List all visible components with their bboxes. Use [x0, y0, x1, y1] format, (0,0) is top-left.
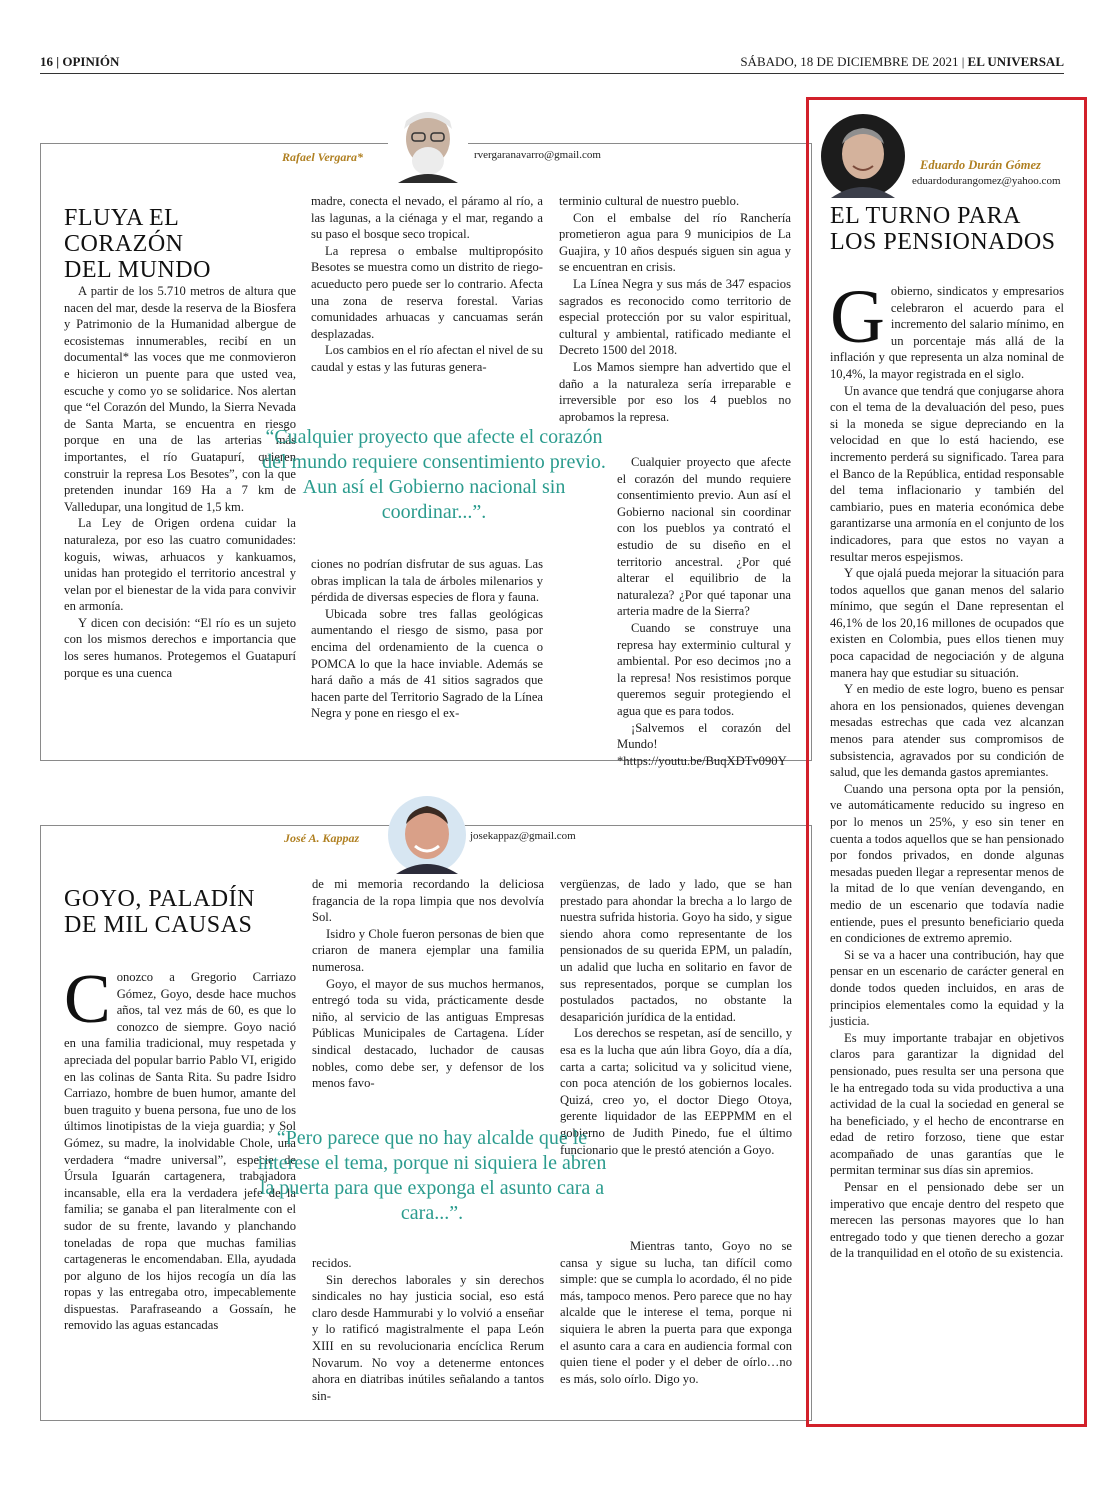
paragraph: obierno, sindicatos y empresarios celebraron el acuerdo para el incremento del salario mínimo, en un porcentaje más allá de la inflación y que representa un alza nominal de 10,4%, la mayor registrada en el siglo.: [830, 284, 1064, 381]
paragraph: Los Mamos siempre han advertido que el daño a la naturaleza sería irreparable e irreversible por eso los 4 pueblos no aprobamos la represa.: [559, 359, 791, 424]
paragraph: Y que ojalá pueda mejorar la situación para todos aquellos que ganan menos del salario mínimo, que según el Dane representan el 46,1% de los 20,16 millones de ocupados que existen en Colombia, pues ellos tienen muy poca capacidad de negociación y de alguna manera hay que estudiar su situación.: [830, 566, 1064, 680]
headline-line: GOYO, PALADÍN: [64, 886, 255, 912]
paragraph: Mientras tanto, Goyo no se cansa y sigue su lucha, tan difícil como simple: que se cumpla lo acordado, él no pide más, tampoco menos. Pero parece que no hay alcalde que le interese el tema, porque ni siquiera le abren la puerta para que exponga el asunto cara a cara en audiencia formal con quien tiene el poder y el deber de oírlo…no es más, solo oírlo. Digo yo.: [560, 1239, 792, 1386]
paragraph: ciones no podrían disfrutar de sus aguas. Las obras implican la tala de árboles milenarios y pérdida de diversas especies de flora y fauna.: [311, 557, 543, 605]
paragraph: Cuando se construye una represa hay exterminio cultural y ambiental. Por eso decimos ¡no a la represa! Nos resistimos porque queremos seguir protegiendo el agua que es para todos.: [617, 620, 791, 718]
headline-line: FLUYA EL CORAZÓN: [64, 205, 184, 257]
article2-column-2-top: [312, 876, 544, 1091]
paragraph: recidos.: [312, 1256, 352, 1270]
headline-line: DEL MUNDO: [64, 257, 211, 283]
author-portrait-icon: [821, 114, 905, 198]
author-photo: [388, 796, 466, 874]
article2-column-3-bottom: [560, 1238, 792, 1408]
author-portrait-icon: [388, 796, 466, 874]
paragraph: Cualquier proyecto que afecte el corazón del mundo requiere consentimiento previo. Aun así el Gobierno nacional sin coordinar con los pueblos ya contrató el estudio de su diseño en el territorio ancestral. ¿Por qué alterar el equilibrio de la naturaleza? ¿Por qué taponar una arteria madre de la Sierra?: [617, 455, 791, 619]
headline-line: LOS PENSIONADOS: [830, 229, 1056, 255]
headline-line: DE MIL CAUSAS: [64, 912, 253, 938]
author-name: Rafael Vergara*: [282, 150, 363, 164]
article2-column-2-bottom: [312, 1255, 544, 1405]
author-email[interactable]: josekappaz@gmail.com: [470, 830, 576, 842]
author-portrait-icon: [388, 103, 468, 183]
paragraph: La Ley de Origen ordena cuidar la naturaleza, por eso las cuatro comunidades: koguis, wiwas, arhuacos y kankuamos, unidas han protegido el territorio ancestral y velan por el bienestar de la vida para convivir en armonía.: [64, 516, 296, 614]
paragraph: Con el embalse del río Ranchería prometieron agua para 9 municipios de La Guajira, y 10 años después siguen sin agua y se encuentran en crisis.: [559, 210, 791, 275]
article3-body: [830, 275, 1064, 1423]
paragraph: ¡Salvemos el corazón del Mundo! *https://youtu.be/BuqXDTv090Y: [617, 720, 791, 768]
paragraph: Es muy importante trabajar en objetivos claros para garantizar la dignidad del pensionado, pues resulta ser una persona que le ha entregado toda su vida productiva a una actividad de la cual la sociedad en general se ha beneficiado, y el hecho de encontrarse en edad de retiro forzoso, tiene que estar acompañado de unas garantías que le permitan terminar sus días sin apremios.: [830, 1030, 1064, 1178]
paragraph: A partir de los 5.710 metros de altura que nacen del mar, desde la reserva de la Biosfera y Patrimonio de la Humanidad albergue de ecosistemas innumerables, recibí en un documental* las voces que me conmovieron e hicieron un puente para que usted vea, escuche y como yo se solidarice. Nos alertan que “el Corazón del Mundo, la Sierra Nevada de Santa Marta, se encuentra en riesgo porque en una de las arterias más importantes, el río Guatapurí, quieren construir la represa Los Besotes”, con la que pretenden inundar 169 Ha a 7 km de Valledupar, una longitud de 1,5 km.: [64, 284, 296, 514]
page-header: [40, 54, 1064, 74]
paragraph: Si se va a hacer una contribución, hay que pensar en un escenario de carácter general en donde todos queden incluidos, en aras de principios elementales como la equidad y la justicia.: [830, 947, 1064, 1029]
pullquote-vergara: “Cualquier proyecto que afecte el corazón del mundo requiere consentimiento previo. Aun así el Gobierno nacional sin coordinar...”.: [262, 426, 606, 523]
paragraph: de mi memoria recordando la deliciosa fragancia de la ropa limpia que nos devolvía Sol.: [312, 877, 544, 925]
author-photo: [388, 103, 468, 183]
page-section: 16 | OPINIÓN: [40, 54, 120, 69]
headline-pensionados: [830, 203, 1070, 255]
newspaper-name: EL UNIVERSAL: [967, 54, 1064, 69]
paragraph: Goyo, el mayor de sus muchos hermanos, entregó toda su vida, prácticamente desde niño, al servicio de las antiguas Empresas Públicas Municipales de Cartagena. Líder sindical destacado, luchador de causas nobles, como debe ser, y defensor de los menos favo-: [312, 976, 544, 1091]
article1-column-3-top: [559, 193, 791, 424]
date-text: SÁBADO, 18 DE DICIEMBRE DE 2021 |: [740, 54, 965, 69]
paragraph: Un avance que tendrá que conjugarse ahora con el tema de la devaluación del peso, pues si la moneda se sigue depreciando en la velocidad en que lo está haciendo, ese incremento perderá su significado. Tarea para el Banco de la República, entidad responsable del tema inflacionario y también del cambiario, pues en materia económica debe garantizarse una armonía en el conjunto de los indicadores, para que estos no vayan a resultar meros espejismos.: [830, 383, 1064, 564]
author-byline: [284, 831, 359, 846]
paragraph: Pensar en el pensionado debe ser un imperativo que encaje dentro del respeto que merecen las personas mayores que lo han entregado todo y que tienen derecho a gozar de la tranquilidad en el otoño de su existencia.: [830, 1180, 1064, 1261]
article1-column-2-top: [311, 193, 543, 423]
paragraph: Los cambios en el río afectan el nivel de su caudal y estas y las futuras genera-: [311, 343, 543, 374]
headline-fluya: [64, 205, 304, 283]
paragraph: Ubicada sobre tres fallas geológicas aumentando el riesgo de sismo, pasa por encima del ordenamiento de la cuenca o POMCA lo que la hace inviable. Además se hará daño a más de 41 sitios sagrados que hacen parte del Territorio Sagrado de la Línea Negra y pone en riesgo el ex-: [311, 606, 543, 721]
dropcap: G: [830, 275, 885, 359]
header-rule: [40, 73, 1064, 74]
paragraph: vergüenzas, de lado y lado, que se han prestado para ahondar la brecha a lo largo de nuestra sufrida historia. Goyo ha sido, y sigue siendo ahora como representante de los pensionados de su querida EPM, un paladín, un adalid que lucha en solitario en favor de sus representados, porque se cumplan los postulados pactados, no obstante la desaparición jurídica de la entidad.: [560, 877, 792, 1024]
paragraph: terminio cultural de nuestro pueblo.: [559, 194, 740, 208]
paragraph: Cuando una persona opta por la pensión, ve automáticamente reducido su ingreso en por lo menos un 25%, y eso sin tener en cuenta a todos aquellos que se han pensionado por fondos privados, en donde algunas mesadas pueden llegar a representar menos de la mitad de lo que venían devengando, en medio de un escenario que todavía nadie entiende, pues el presunto beneficiario queda en condiciones de extremo apremio.: [830, 781, 1064, 946]
author-name: José A. Kappaz: [284, 831, 360, 845]
issue-date: [740, 54, 1064, 70]
author-email[interactable]: eduardodurangomez@yahoo.com: [912, 175, 1061, 187]
author-email[interactable]: rvergaranavarro@gmail.com: [474, 149, 601, 161]
author-photo: [821, 114, 905, 198]
pullquote-kappaz: “Pero parece que no hay alcalde que le interese el tema, porque ni siquiera le abren la puerta para que exponga el asunto cara a cara...”.: [257, 1127, 607, 1224]
article1-column-2-bottom: [311, 556, 543, 746]
paragraph: La Línea Negra y sus más de 347 espacios sagrados es reconocido como territorio de especial protección por su valor espiritual, cultural y ambiental, ratificado mediante el Decreto 1500 del 2018.: [559, 276, 791, 358]
author-name: Eduardo Durán Gómez: [920, 158, 1041, 172]
author-byline: [920, 158, 1041, 173]
paragraph: Y dicen con decisión: “El río es un sujeto con los mismos derechos e importancia que los seres humanos. Protegemos el Guatapurí porque es una cuenca: [64, 615, 296, 680]
paragraph: onozco a Gregorio Carriazo Gómez, Goyo, desde hace muchos años, tal vez más de 60, es que lo conozco de siempre. Goyo nació en una familia tradicional, muy respetada y apreciada del popular barrio Pablo VI, erigido en las colinas de Santa Rita. Su padre Isidro Carriazo, hombre de buen humor, amante del buen traguito y buena persona, fue uno de los últimos linotipistas de la vieja guardia; y Sol Gómez, su madre, la inolvidable Chole, una verdadera “madre universal”, especie de Úrsula Iguarán cartagenera, trabajadora incansable, ella era la verdadera jefe de la familia; se ganaba el pan literalmente con el sudor de su frente, lavando y planchando toneladas de ropa que muchas familias cartageneras le encomendaban. Ella, ayudada por alguno de los hijos recogía un día las ropas y las entregaba otro, impecablemente dispuestas. Parafraseando a Gossaín, he removido las aguas estancadas: [64, 970, 296, 1333]
paragraph: Y en medio de este logro, bueno es pensar ahora en los pensionados, quienes devengan mesadas estrechas que cada vez alcanzan menos para atender sus compromisos de subsistencia, agravados por su condición de salud, que les demanda gastos apremiantes.: [830, 682, 1064, 780]
headline-line: EL TURNO PARA: [830, 203, 1021, 229]
paragraph: Isidro y Chole fueron personas de bien que criaron de manera ejemplar una familia numerosa.: [312, 926, 544, 974]
headline-goyo: [64, 886, 304, 938]
dropcap: C: [64, 961, 111, 1038]
author-byline: [282, 150, 363, 165]
paragraph: La represa o embalse multipropósito Besotes se muestra como un distrito de riego-acueducto pero puede ser lo contrario. Afecta una zona de reserva forestal. Varias comunidades arhuacas y cancuamas serán desplazadas.: [311, 243, 543, 341]
paragraph: Los derechos se respetan, así de sencillo, y esa es la lucha que aún libra Goyo, día a día, carta a carta; solicitud va y solicitud viene, con poca atención de los gobiernos locales. Quizá, creo yo, el doctor Diego Otoya, gerente liquidador de las EEPPMM en el gobierno de Judith Pinedo, fue el último funcionario que le prestó atención a Goyo.: [560, 1026, 792, 1157]
paragraph: Sin derechos laborales y sin derechos sindicales no hay justicia social, eso está claro desde Hammurabi y lo volvió a enseñar y lo ratificó magistralmente el papa León XIII en su revolucionaria encíclica Rerum Novarum. No voy a detenerme entonces ahora en diatribas inútiles señalando a tantos sin-: [312, 1272, 544, 1403]
paragraph: madre, conecta el nevado, el páramo al río, a las lagunas, a la ciénaga y el mar, regando a su paso el bosque seco tropical.: [311, 194, 543, 242]
